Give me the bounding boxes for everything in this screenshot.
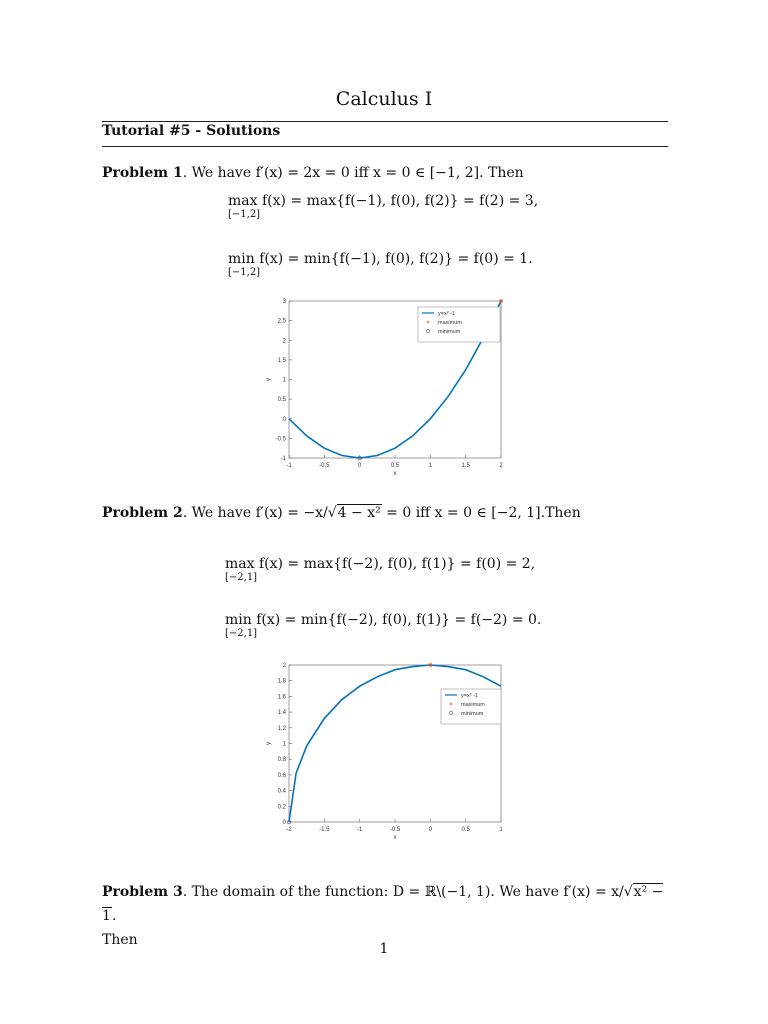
chart-problem-1: [258, 292, 518, 478]
x-tick-label: 1.5: [461, 463, 470, 469]
min-operator: min: [228, 251, 255, 267]
x-tick-label: -1: [356, 827, 363, 833]
min-interval: [−1,2]: [228, 267, 261, 278]
y-tick-label: 0.5: [277, 397, 286, 404]
max-expression: f(x) = max{f(−1), f(0), f(2)} = f(2) = 3,: [261, 193, 539, 209]
max-interval: [−1,2]: [228, 209, 261, 220]
problem-1-min-equation: [228, 251, 533, 278]
problem-1-max-equation: [228, 193, 539, 220]
problem-2-text-a: . We have f′(x) = −x/: [182, 505, 328, 521]
max-operator: max: [228, 193, 258, 209]
y-tick-label: 2: [282, 338, 286, 345]
problem-2-max-equation: [225, 556, 536, 583]
maximum-marker: [499, 299, 503, 303]
problem-2-text-b: = 0 iff x = 0 ∈ [−2, 1].Then: [381, 505, 581, 521]
x-tick-label: -0.5: [389, 827, 401, 833]
page-number: 1: [379, 941, 389, 957]
x-tick-label: -2: [286, 827, 292, 833]
x-axis-label: x: [393, 471, 397, 477]
max-expression: f(x) = max{f(−2), f(0), f(1)} = f(0) = 2,: [258, 556, 536, 572]
y-axis-label: y: [266, 378, 272, 381]
problem-2-label: Problem 2: [102, 505, 183, 521]
y-tick-label: 1: [282, 741, 286, 748]
min-interval: [−2,1]: [225, 628, 258, 639]
y-tick-label: 1.2: [277, 725, 286, 732]
problem-2-min-equation: [225, 612, 542, 639]
problem-3-label: Problem 3: [102, 884, 183, 900]
x-tick-label: 0: [428, 827, 433, 833]
max-interval: [−2,1]: [225, 572, 258, 583]
document-title: Calculus I: [335, 88, 433, 110]
x-axis-label: x: [393, 835, 397, 841]
y-tick-label: 3: [282, 299, 286, 305]
problem-3-text-a: . The domain of the function: D = ℝ\(−1, 1). We have f′(x) = x/: [182, 884, 624, 900]
y-tick-label: 0.6: [277, 772, 286, 779]
min-expression: f(x) = min{f(−2), f(0), f(1)} = f(−2) = 0.: [256, 612, 542, 628]
tutorial-heading: Tutorial #5 - Solutions: [102, 123, 281, 139]
problem-3-sqrt: x² − 1: [102, 884, 664, 924]
problem-3-continuation: Then: [102, 932, 138, 948]
y-tick-label: 1.4: [277, 710, 286, 717]
x-tick-label: -1: [286, 463, 292, 469]
chart-problem-2: [258, 656, 518, 842]
top-rule: [102, 121, 668, 122]
legend-entry-label: minimum: [461, 711, 484, 717]
x-tick-label: 1: [428, 463, 433, 469]
legend-entry-label: maximum: [461, 702, 485, 708]
x-tick-label: 2: [499, 463, 503, 469]
y-tick-label: 2: [282, 663, 286, 669]
y-axis-label: y: [266, 742, 272, 745]
legend-entry-label: maximum: [438, 320, 462, 326]
x-tick-label: -0.5: [319, 463, 330, 469]
x-tick-label: 1: [499, 827, 503, 833]
problem-1-text: . We have f′(x) = 2x = 0 iff x = 0 ∈ [−1, 2]. Then: [182, 165, 524, 181]
problem-2-intro: Problem 2. We have f′(x) = −x/√4 − x² = 0 iff x = 0 ∈ [−2, 1].Then: [102, 505, 581, 521]
x-tick-label: 0.5: [390, 463, 400, 469]
min-expression: f(x) = min{f(−1), f(0), f(2)} = f(0) = 1.: [259, 251, 533, 267]
x-tick-label: -1.5: [319, 827, 330, 833]
y-tick-label: 0.4: [277, 788, 286, 795]
problem-1-label: Problem 1: [102, 165, 183, 181]
y-tick-label: -1: [280, 456, 286, 462]
min-operator: min: [225, 612, 252, 628]
y-tick-label: 1.6: [277, 694, 286, 701]
max-operator: max: [225, 556, 255, 572]
y-tick-label: 0: [282, 416, 286, 423]
problem-2-sqrt: 4 − x²: [337, 505, 381, 521]
problem-3-intro: Problem 3. The domain of the function: D = ℝ\(−1, 1). We have f′(x) = x/√x² − 1. Then: [102, 884, 664, 948]
y-tick-label: 0: [282, 820, 286, 826]
legend-entry-label: minimum: [438, 329, 461, 335]
y-tick-label: 1: [282, 377, 286, 384]
problem-3-text-b: .: [111, 908, 117, 924]
y-tick-label: 1.8: [277, 678, 286, 685]
x-tick-label: 0.5: [461, 827, 470, 833]
x-tick-label: 0: [357, 463, 362, 469]
y-tick-label: 2.5: [277, 318, 286, 325]
y-tick-label: 1.5: [277, 357, 286, 364]
legend-entry-label: y=x² -1: [461, 693, 478, 699]
legend-entry-label: y=x² -1: [438, 311, 455, 317]
bottom-rule: [102, 146, 668, 147]
maximum-marker: [428, 663, 432, 667]
y-tick-label: 0.2: [277, 804, 286, 811]
problem-1-intro: [102, 165, 524, 181]
y-tick-label: 0.8: [277, 757, 286, 764]
plot-area: [289, 665, 501, 822]
y-tick-label: -0.5: [275, 436, 286, 443]
